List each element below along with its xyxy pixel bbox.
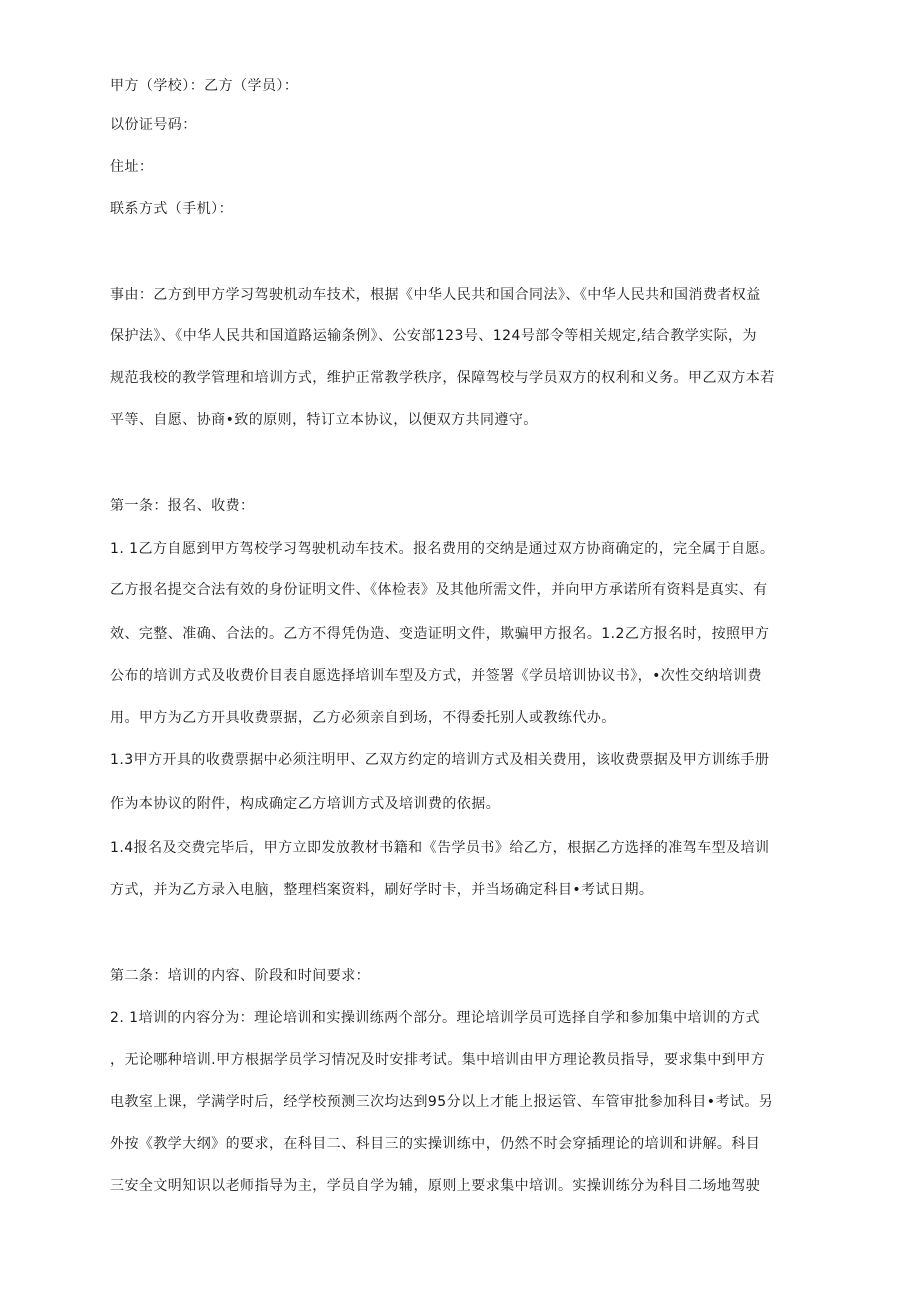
article2-line: 三安全文明知识以老师指导为主，学员自学为辅，原则上要求集中培训。实操训练分为科目二场地驾驶 [110, 1178, 761, 1194]
article2-line: ，无论哪种培训.甲方根据学员学习情况及时安排考试。集中培训由甲方理论教员指导，要求集中到甲方 [110, 1052, 766, 1068]
preamble-line: 事由：乙方到甲方学习驾驶机动车技术，根据《中华人民共和国合同法》、《中华人民共和国消费者权益 [110, 287, 761, 303]
article2-line: 电教室上课，学满学时后，经学校预测三次均达到95分以上才能上报运管、车管审批参加科目•考试。另 [110, 1094, 774, 1110]
id-number-line: 以份证号码： [110, 117, 197, 133]
address-line: 住址： [110, 159, 154, 175]
parties-line: 甲方（学校）：乙方（学员）： [110, 78, 299, 94]
contact-line: 联系方式（手机）： [110, 201, 234, 217]
preamble-line: 规范我校的教学管理和培训方式，维护正常教学秩序，保障驾校与学员双方的权利和义务。甲乙双方本若 [110, 370, 775, 386]
article1-line: 乙方报名提交合法有效的身份证明文件、《体检表》及其他所需文件，并向甲方承诺所有资料是真实、有 [110, 582, 768, 598]
article1-line: 用。甲方为乙方开具收费票据，乙方必须亲自到场，不得委托别人或教练代办。 [110, 710, 616, 726]
preamble-line: 保护法》、《中华人民共和国道路运输条例》、公安部123号、124号部令等相关规定,结合教学实际，为 [110, 328, 757, 344]
article2-line: 外按《教学大纲》的要求，在科目二、科目三的实操训练中，仍然不时会穿插理论的培训和讲解。科目 [110, 1136, 761, 1152]
article1-line: 作为本协议的附件，构成确定乙方培训方式及培训费的依据。 [110, 796, 501, 812]
preamble-line: 平等、自愿、协商•致的原则，特订立本协议，以便双方共同遵守。 [110, 412, 538, 428]
article2-line: 2. 1培训的内容分为：理论培训和实操训练两个部分。理论培训学员可选择自学和参加集中培训的方式 [110, 1010, 760, 1026]
article2-title: 第二条：培训的内容、阶段和时间要求： [110, 968, 371, 984]
article1-title: 第一条：报名、收费： [110, 498, 255, 514]
article1-line: 公布的培训方式及收费价目表自愿选择培训车型及方式，并签署《学员培训协议书》，•次性交纳培训费 [110, 668, 762, 684]
article1-line: 方式，并为乙方录入电脑，整理档案资料，刷好学时卡，并当场确定科目•考试日期。 [110, 882, 654, 898]
article1-line: 1. 1乙方自愿到甲方驾校学习驾驶机动车技术。报名费用的交纳是通过双方协商确定的，完全属于自愿。 [110, 541, 775, 557]
article1-line: 效、完整、准确、合法的。乙方不得凭伪造、变造证明文件，欺骗甲方报名。1.2乙方报名时，按照甲方 [110, 626, 770, 642]
article1-line: 1.3甲方开具的收费票据中必须注明甲、乙双方约定的培训方式及相关费用，该收费票据及甲方训练手册 [110, 752, 770, 768]
article1-line: 1.4报名及交费完毕后，甲方立即发放教材书籍和《告学员书》给乙方，根据乙方选择的准驾车型及培训 [110, 840, 770, 856]
